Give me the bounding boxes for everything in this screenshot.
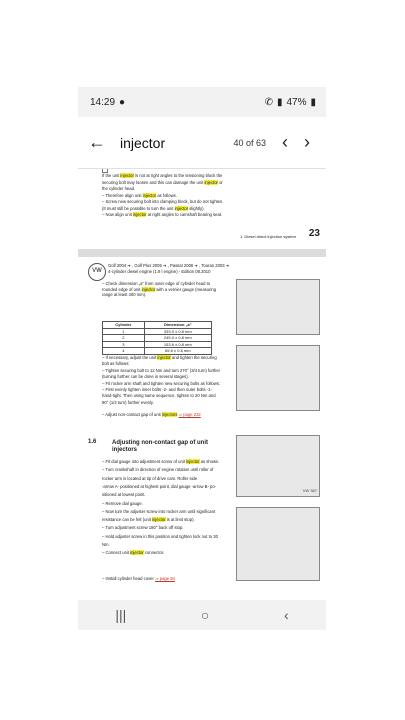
text-fragment: securing bolt may loosen and this can damage the unit xyxy=(102,179,205,185)
text-line xyxy=(102,501,232,507)
table-cell: 65.6 ± 0.6 mm xyxy=(144,348,211,355)
page-footer-title: 1. Diesel direct injection system xyxy=(239,234,296,239)
figure-label: VW 387 xyxy=(302,488,317,494)
pdf-page-24 xyxy=(78,257,326,600)
text-fragment: – Tighten securing bolt to 12 Nm and turn 270° (3/4 turn) further xyxy=(102,367,221,373)
figure-adjuster-screw xyxy=(236,507,320,581)
text-fragment: the cylinder head. xyxy=(102,186,136,191)
text-fragment: – Fit rocker arm shaft and tighten new securing bolts as follows: xyxy=(102,380,221,386)
text-fragment: 90° (1/4 turn) further evenly. xyxy=(102,399,154,405)
table-cell: 245.0 ± 0.8 mm xyxy=(144,335,211,342)
search-highlight: injector xyxy=(120,173,134,178)
text-line xyxy=(102,459,232,465)
search-highlight: injector xyxy=(186,459,200,464)
text-fragment: – Turn adjustment screw 180° back off stop. xyxy=(102,525,184,531)
text-line xyxy=(102,361,232,367)
text-line xyxy=(102,206,302,212)
text-line xyxy=(102,484,232,490)
text-line xyxy=(102,368,232,374)
figure-rocker-shaft xyxy=(236,345,320,411)
text-fragment: – Connect unit xyxy=(102,550,131,556)
text-fragment: rocker arm is located at tip of drive cam. Roller side xyxy=(102,475,198,481)
text-fragment: (turning further can be done in several stages). xyxy=(102,374,189,380)
text-fragment: -arrow A- positioned at highest point, dial gauge -arrow B- po- xyxy=(102,483,217,489)
previous-match-icon[interactable]: ‹ xyxy=(282,132,288,152)
text-fragment: with a vernier gauge (measuring xyxy=(155,286,217,292)
text-fragment: at right angles to camshaft bearing seat. xyxy=(146,212,223,217)
call-icon: ✆ xyxy=(264,96,273,108)
table-cell: 333.0 ± 0.8 mm xyxy=(144,328,211,335)
text-fragment: is at limit stop). xyxy=(165,517,195,523)
text-fragment: as shown. xyxy=(199,459,220,464)
table-header-row xyxy=(103,322,212,329)
text-line xyxy=(102,212,302,218)
search-highlight: injector xyxy=(141,286,156,292)
system-nav-bar xyxy=(78,600,326,630)
table-cell: 2 xyxy=(103,335,145,342)
text-fragment: – Fit dial gauge into adjustment screw of unit xyxy=(102,459,187,464)
figure-cylinder-head xyxy=(236,279,320,335)
text-fragment: hand-tight. Then using same sequence, tighten to 20 Nm and xyxy=(102,393,216,399)
phone-screen xyxy=(78,87,326,630)
pdf-page-23 xyxy=(78,169,326,249)
section-number: 1.6 xyxy=(88,439,97,445)
table-row xyxy=(103,328,212,335)
adjust-gap-line xyxy=(102,412,302,418)
text-line xyxy=(102,550,232,556)
text-line xyxy=(102,542,232,548)
search-highlight: injector xyxy=(174,205,189,211)
search-highlight: injector xyxy=(152,517,166,523)
figure-dial-gauge xyxy=(236,435,320,497)
text-line xyxy=(102,180,302,186)
text-fragment: (It must still be possible to turn the unit xyxy=(102,205,175,211)
text-line xyxy=(102,292,232,298)
search-highlight: injector xyxy=(204,179,218,185)
text-fragment: – Remove dial gauge. xyxy=(102,500,143,506)
text-fragment: rounded edge of unit xyxy=(102,286,142,292)
install-cover-line xyxy=(102,576,302,582)
text-line xyxy=(102,381,232,387)
table-header-cell: Cylinder xyxy=(103,322,145,329)
text-fragment: – Hold adjuster screw in this position and tighten lock nut to 30 xyxy=(102,533,218,539)
adjust-gap-text: – Adjust non-contact gap of unit xyxy=(102,412,162,417)
table-header-cell: Dimension „a" xyxy=(144,322,211,329)
text-line xyxy=(102,476,232,482)
battery-text: 47% xyxy=(286,96,307,108)
search-toolbar xyxy=(78,117,326,169)
text-fragment: – First evenly tighten inner bolts -2- and then outer bolts -1- xyxy=(102,387,212,392)
text-line xyxy=(102,525,232,531)
text-line xyxy=(102,393,232,399)
text-line xyxy=(102,173,302,179)
text-fragment: – Now turn the adjuster screw into rocker arm until significant xyxy=(102,508,216,514)
home-icon[interactable]: ○ xyxy=(200,607,210,623)
page-header-edition: 4-cylinder diesel engine (1.9 l engine) - Edition 08.2010 xyxy=(108,269,211,274)
back-icon[interactable]: ‹ xyxy=(283,607,289,623)
text-fragment: – Now align unit xyxy=(102,212,133,217)
back-arrow-icon[interactable]: ← xyxy=(88,132,106,152)
text-line xyxy=(102,492,232,498)
text-fragment: – If necessary, adjust the unit xyxy=(102,355,158,360)
page-number: 23 xyxy=(308,228,320,239)
search-term[interactable]: injector xyxy=(120,134,166,151)
text-line xyxy=(102,517,232,523)
page-link[interactable]: ⇒ page 232 xyxy=(178,412,201,417)
search-highlight: injectors xyxy=(161,412,178,417)
text-line xyxy=(102,199,302,205)
text-fragment: – Therefore align unit xyxy=(102,192,143,198)
text-fragment: – Check dimension „a" from outer edge of cylinder head to xyxy=(102,281,211,286)
text-line xyxy=(102,534,232,540)
table-cell: 153.6 ± 0.8 mm xyxy=(144,341,211,348)
signal-icon: ▮ xyxy=(276,96,283,108)
text-line xyxy=(102,193,302,199)
text-line xyxy=(102,387,232,393)
table-row xyxy=(103,348,212,355)
text-fragment: range at least 400 mm). xyxy=(102,292,147,298)
match-count: 40 of 63 xyxy=(233,137,266,148)
table-cell: 4 xyxy=(103,348,145,355)
text-fragment: sitioned at lowest point. xyxy=(102,492,146,498)
text-fragment: – Screw new securing bolt into clamping block, but do not tighten. xyxy=(102,199,224,204)
recents-icon[interactable]: ||| xyxy=(115,607,127,623)
text-line xyxy=(102,509,232,515)
text-fragment: or xyxy=(217,179,223,185)
text-fragment: resistance can be felt (unit xyxy=(102,517,153,523)
table-cell: 3 xyxy=(103,341,145,348)
text-fragment: slightly). xyxy=(188,205,205,211)
text-fragment: bolt as follows: xyxy=(102,361,130,367)
app-notification-icon: ● xyxy=(119,96,126,108)
text-fragment: and tighten the securing xyxy=(170,355,217,360)
status-bar xyxy=(78,87,326,117)
next-match-icon[interactable]: › xyxy=(304,132,310,152)
battery-icon: ▮ xyxy=(310,96,316,108)
text-line xyxy=(102,186,302,192)
section-title: Adjusting non-contact gap of unit injectors xyxy=(112,440,208,453)
vw-logo-icon: VW xyxy=(88,263,106,281)
text-fragment: Nm. xyxy=(102,542,110,547)
search-highlight: injector xyxy=(157,355,171,360)
page-link[interactable]: ⇒ page 84 xyxy=(155,576,175,581)
text-fragment: as follows. xyxy=(156,192,177,198)
table-row xyxy=(103,335,212,342)
text-fragment: is not at right angles to the tensioning block the xyxy=(133,173,223,178)
text-fragment: If the unit xyxy=(102,173,121,178)
table-row xyxy=(103,341,212,348)
search-highlight: injector xyxy=(142,192,157,198)
text-line xyxy=(102,400,232,406)
text-line xyxy=(102,355,232,361)
text-line xyxy=(102,467,232,473)
table-cell: 1 xyxy=(103,328,145,335)
search-highlight: injector xyxy=(132,212,147,217)
install-cover-text: – Install cylinder head cover xyxy=(102,576,156,581)
document-viewer[interactable] xyxy=(78,169,326,600)
dimension-table xyxy=(102,321,212,355)
text-line xyxy=(102,374,232,380)
page-header-models: Golf 2004 ➜ , Golf Plus 2005 ➜ , Passat 2006 ➜ , Touran 2003 ➜ xyxy=(108,263,230,268)
search-highlight: injector xyxy=(130,550,144,556)
status-time: 14:29 xyxy=(90,96,116,108)
text-fragment: connector. xyxy=(143,550,165,556)
text-fragment: – Turn crankshaft in direction of engine rotation until roller of xyxy=(102,467,214,473)
